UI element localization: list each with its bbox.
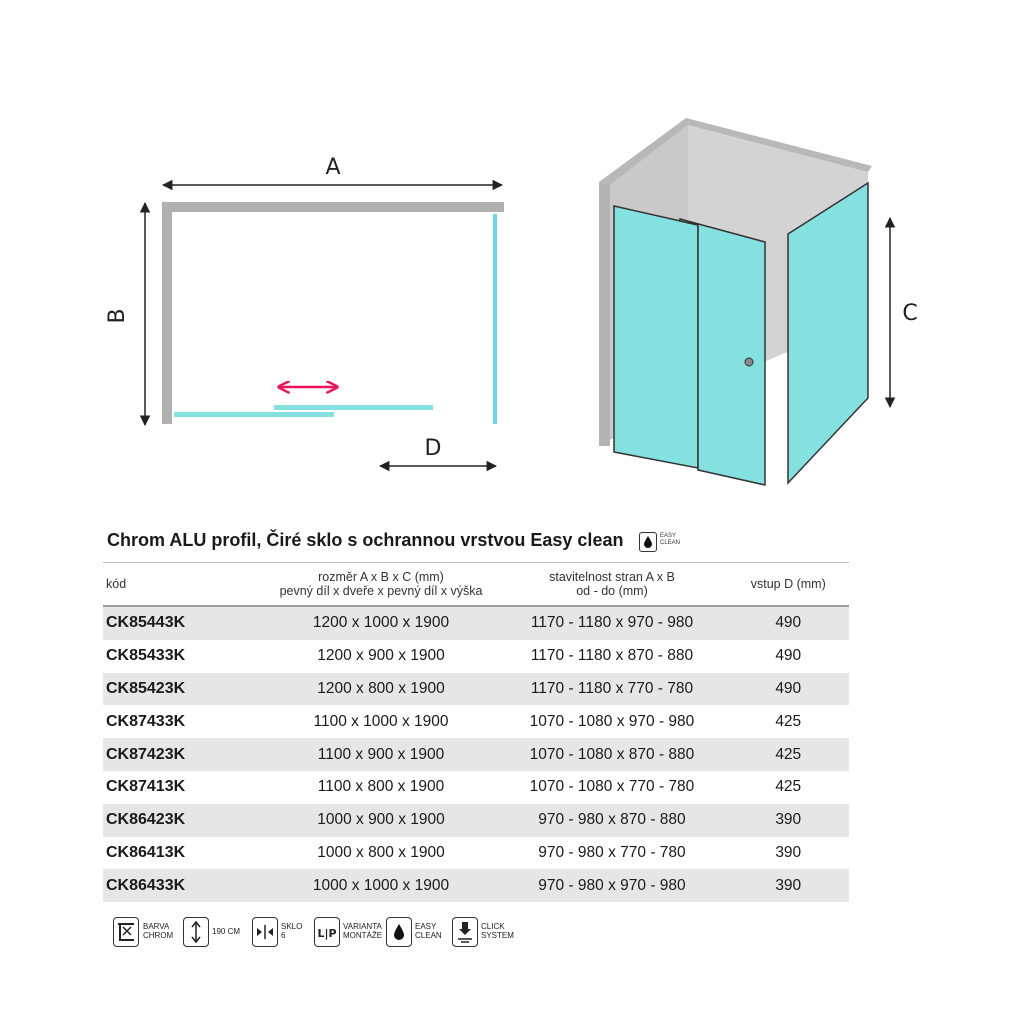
left-right-variant-icon (314, 917, 340, 947)
row-code: CK86433K (103, 869, 266, 902)
title-badge-label: EASY CLEAN (660, 533, 681, 546)
row-adjustability: 1170 - 1180 x 770 - 780 (496, 673, 727, 706)
click-system-icon (452, 917, 478, 947)
spec-title: Chrom ALU profil, Čiré sklo s ochrannou vrstvou Easy clean (107, 530, 624, 550)
row-entry: 390 (728, 869, 850, 902)
row-dimensions: 1200 x 800 x 1900 (266, 673, 497, 706)
row-adjustability: 1170 - 1180 x 870 - 880 (530, 647, 694, 665)
row-code: CK85443K (103, 606, 266, 640)
plan-view (105, 155, 504, 466)
row-entry: 490 (775, 647, 802, 665)
svg-text:L|P: L|P (317, 927, 337, 940)
wall-profile (162, 202, 504, 424)
row-entry: 425 (728, 738, 850, 771)
row-adjustability: 1170 - 1180 x 970 - 980 (496, 606, 727, 640)
left-fixed-panel (614, 206, 698, 468)
row-dimensions: 1100 x 900 x 1900 (266, 738, 497, 771)
table-row (103, 705, 849, 738)
glass-thickness-icon (252, 917, 278, 947)
spec-table (103, 562, 849, 902)
left-wall-profile (599, 182, 610, 446)
table-row (103, 804, 849, 837)
row-dimensions: 1200 x 1000 x 1900 (266, 606, 497, 640)
perspective-view (599, 118, 918, 485)
table-body (103, 606, 849, 902)
row-entry: 490 (728, 673, 850, 706)
table-row (103, 606, 849, 640)
row-code: CK87413K (106, 778, 186, 796)
sliding-door-glass (274, 405, 433, 410)
header-adjustability: stavitelnost stran A x B od - do (mm) (496, 563, 727, 607)
header-code: kód (103, 563, 266, 607)
easy-clean-icon (386, 917, 412, 947)
row-code: CK87423K (103, 738, 266, 771)
table-header-row (103, 563, 849, 607)
easy-clean-drop-icon (639, 532, 657, 552)
dimension-d-label: D (424, 436, 442, 461)
table-row (103, 673, 849, 706)
header-entry: vstup D (mm) (728, 563, 850, 607)
row-code: CK86413K (106, 843, 186, 861)
table-row (103, 837, 849, 870)
row-dimensions: 1000 x 1000 x 1900 (266, 869, 497, 902)
row-dimensions: 1200 x 900 x 1900 (317, 647, 445, 665)
row-dimensions: 1000 x 800 x 1900 (317, 843, 445, 861)
height-icon (183, 917, 209, 947)
row-dimensions: 1000 x 900 x 1900 (266, 804, 497, 837)
row-adjustability: 1070 - 1080 x 770 - 780 (529, 778, 695, 796)
row-dimensions: 1100 x 1000 x 1900 (313, 712, 449, 730)
table-row (103, 869, 849, 902)
dimension-a-label: A (325, 155, 341, 180)
row-adjustability: 970 - 980 x 970 - 980 (496, 869, 727, 902)
table-row (103, 771, 849, 804)
front-fixed-glass (174, 412, 334, 417)
row-entry: 490 (728, 606, 850, 640)
row-dimensions: 1100 x 800 x 1900 (317, 778, 445, 796)
row-adjustability: 970 - 980 x 870 - 880 (496, 804, 727, 837)
header-dimensions: rozměr A x B x C (mm) pevný díl x dveře x pevný díl x výška (266, 563, 497, 607)
dimension-c-label: C (902, 301, 918, 326)
color-chrome-icon (113, 917, 139, 947)
row-entry: 390 (728, 804, 850, 837)
row-code: CK85423K (103, 673, 266, 706)
row-entry: 425 (775, 778, 802, 796)
right-fixed-glass (493, 214, 497, 424)
feature-icons: BARVA CHROM 190 CM SKLO 6 L|P VARIANTA MONTÁŽE EASY CLEAN CLICK SYSTEM (113, 915, 633, 951)
row-adjustability: 1070 - 1080 x 870 - 880 (496, 738, 727, 771)
row-entry: 390 (775, 843, 802, 861)
title-badge (639, 532, 687, 554)
row-adjustability: 1070 - 1080 x 970 - 980 (529, 712, 695, 730)
row-code: CK87433K (106, 712, 186, 730)
row-code: CK86423K (103, 804, 266, 837)
row-adjustability: 970 - 980 x 770 - 780 (538, 843, 686, 861)
row-entry: 425 (775, 712, 802, 730)
right-fixed-panel (788, 183, 868, 483)
table-row (103, 640, 849, 673)
door-knob-icon (745, 358, 753, 366)
row-code: CK85433K (106, 647, 186, 665)
table-row (103, 738, 849, 771)
dimension-b-label: B (105, 308, 130, 324)
